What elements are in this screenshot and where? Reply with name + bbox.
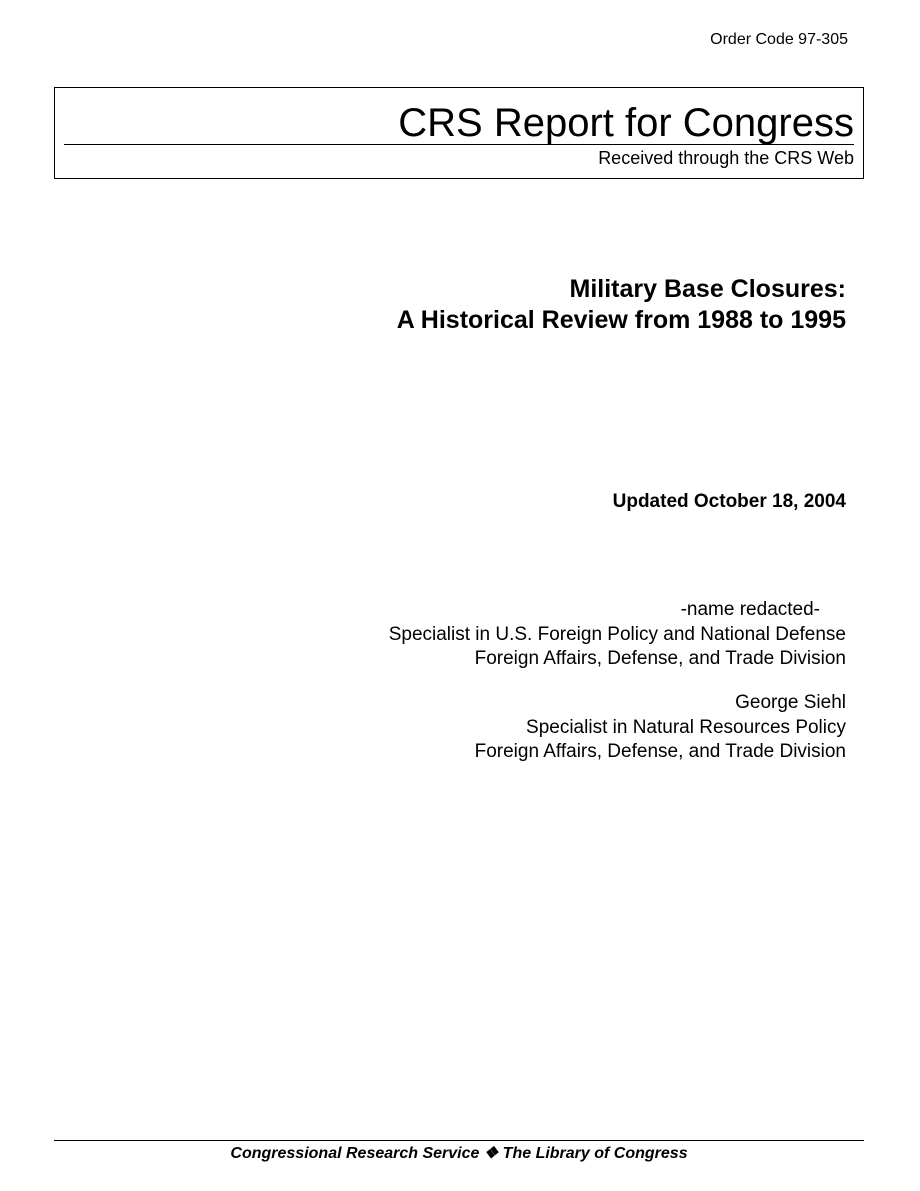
author-name: -name redacted- <box>680 599 820 620</box>
footer-divider <box>54 1140 864 1141</box>
updated-date: Updated October 18, 2004 <box>612 491 846 512</box>
report-title <box>397 274 846 336</box>
report-title-line-1: Military Base Closures: <box>569 275 846 303</box>
header-subtitle: Received through the CRS Web <box>598 148 854 168</box>
diamond-separator-icon: ❖ <box>483 1145 499 1162</box>
header-title: CRS Report for Congress <box>398 101 854 145</box>
author-division: Foreign Affairs, Defense, and Trade Division <box>474 648 846 669</box>
order-code: Order Code 97-305 <box>710 31 848 48</box>
author-name: George Siehl <box>735 692 846 713</box>
author-position: Specialist in U.S. Foreign Policy and National Defense <box>388 623 846 645</box>
author-block-2 <box>475 691 846 765</box>
author-division: Foreign Affairs, Defense, and Trade Division <box>474 741 846 762</box>
author-position: Specialist in Natural Resources Policy <box>526 716 846 738</box>
author-block-1 <box>389 598 846 672</box>
footer-library: The Library of Congress <box>502 1145 688 1162</box>
footer <box>54 1144 864 1164</box>
footer-crs: Congressional Research Service <box>230 1145 480 1162</box>
header-divider <box>64 144 854 145</box>
report-title-line-2: A Historical Review from 1988 to 1995 <box>396 306 846 334</box>
report-header-box <box>54 87 864 179</box>
